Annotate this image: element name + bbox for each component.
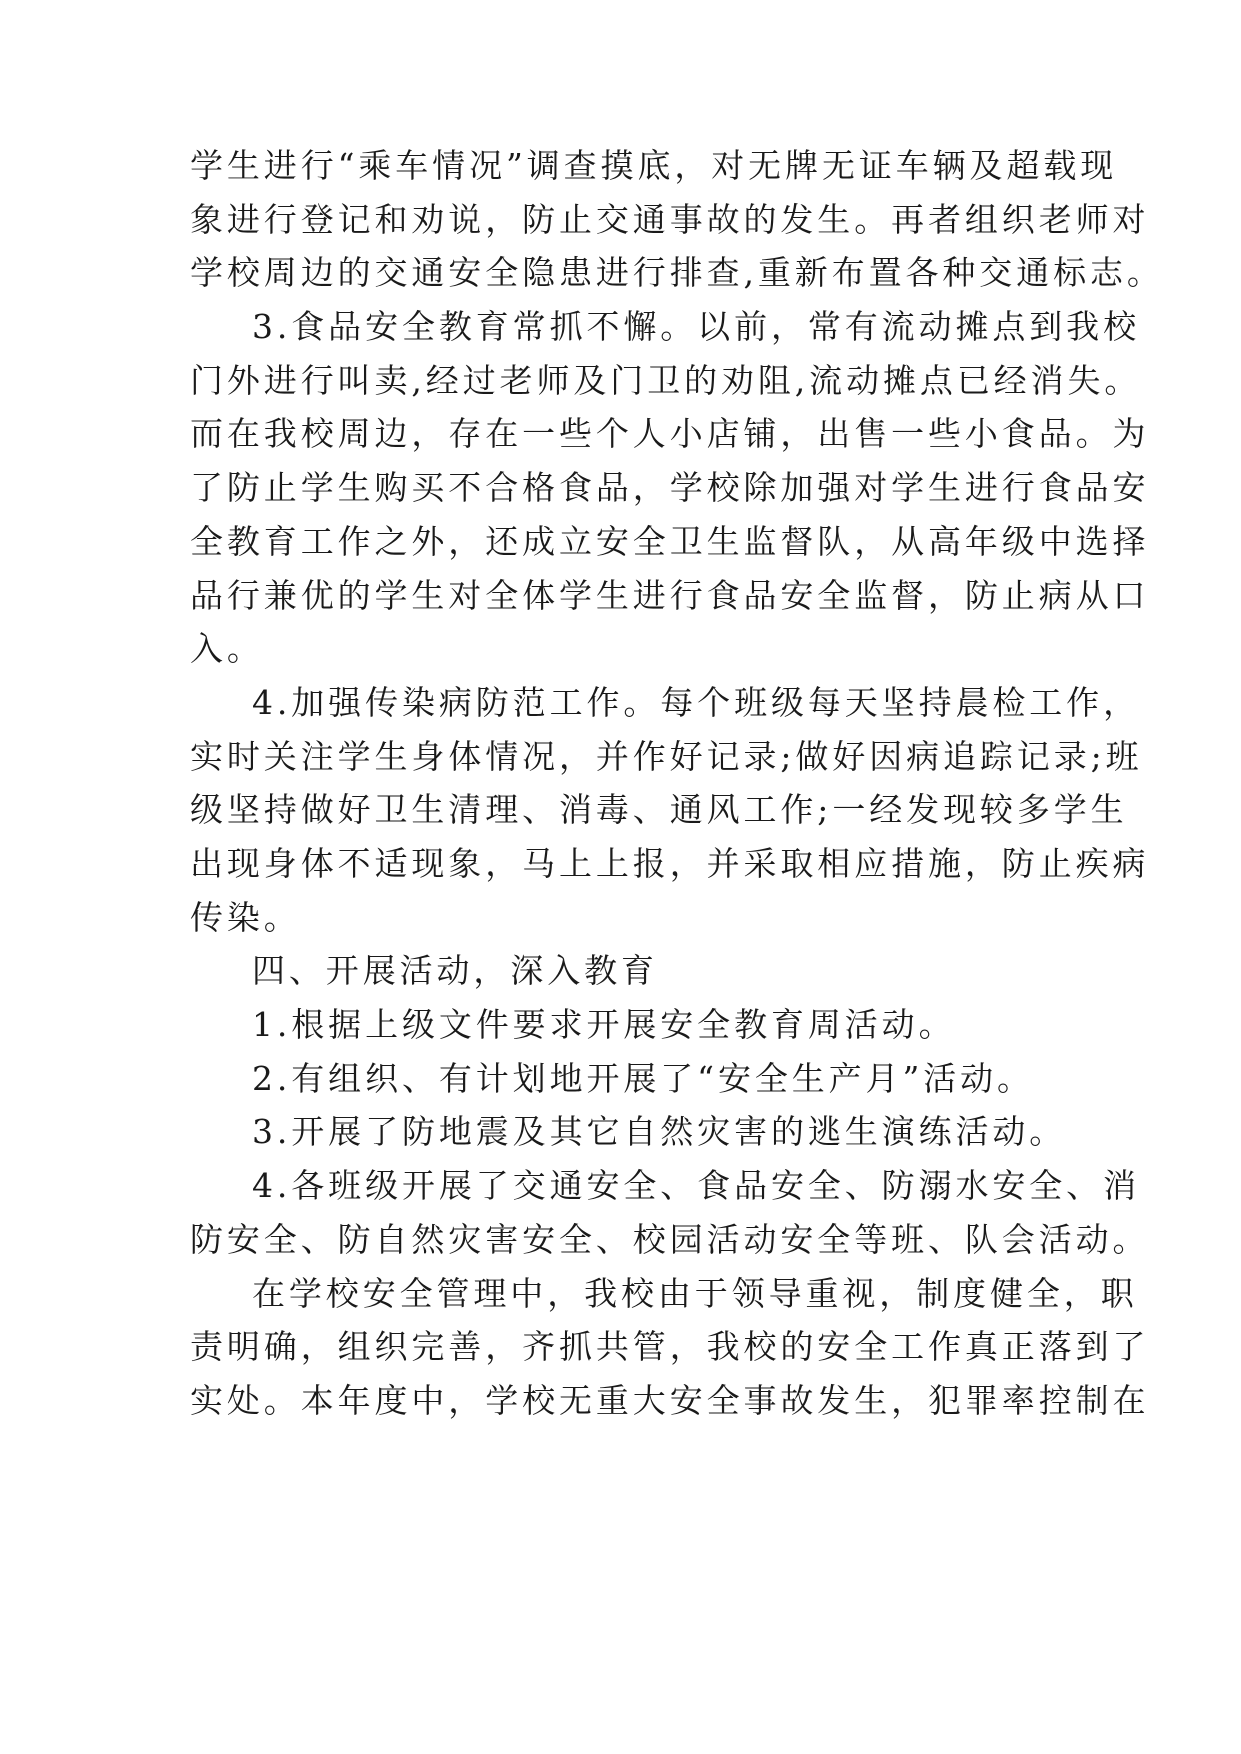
text-line: 1.根据上级文件要求开展安全教育周活动。: [252, 1005, 956, 1044]
section-heading: 四、开展活动，深入教育: [252, 951, 658, 990]
text-line: 出现身体不适现象，马上上报，并采取相应措施，防止疾病: [190, 844, 1150, 883]
text-line: 学生进行“乘车情况”调查摸底，对无牌无证车辆及超载现: [190, 146, 1118, 185]
text-line: 2.有组织、有计划地开展了“安全生产月”活动。: [252, 1059, 1034, 1098]
text-line: 全教育工作之外，还成立安全卫生监督队，从高年级中选择: [190, 522, 1150, 561]
text-line: 防安全、防自然灾害安全、校园活动安全等班、队会活动。: [190, 1220, 1150, 1259]
text-line: 门外进行叫卖,经过老师及门卫的劝阻,流动摊点已经消失。: [190, 361, 1142, 400]
text-line: 象进行登记和劝说，防止交通事故的发生。再者组织老师对: [190, 200, 1150, 239]
text-line: 传染。: [190, 898, 301, 937]
text-line: 责明确，组织完善，齐抓共管，我校的安全工作真正落到了: [190, 1327, 1150, 1366]
text-line: 级坚持做好卫生清理、消毒、通风工作;一经发现较多学生: [190, 790, 1128, 829]
text-line: 3.开展了防地震及其它自然灾害的逃生演练活动。: [252, 1112, 1067, 1151]
text-line: 入。: [190, 629, 264, 668]
text-line: 4.加强传染病防范工作。每个班级每天坚持晨检工作，: [252, 683, 1140, 722]
text-line: 3.食品安全教育常抓不懈。以前，常有流动摊点到我校: [252, 307, 1140, 346]
text-line: 实时关注学生身体情况，并作好记录;做好因病追踪记录;班: [190, 737, 1143, 776]
text-line: 了防止学生购买不合格食品，学校除加强对学生进行食品安: [190, 468, 1150, 507]
text-line: 在学校安全管理中，我校由于领导重视，制度健全，职: [252, 1274, 1138, 1313]
text-line: 学校周边的交通安全隐患进行排查,重新布置各种交通标志。: [190, 253, 1164, 292]
text-line: 品行兼优的学生对全体学生进行食品安全监督，防止病从口: [190, 576, 1150, 615]
text-line: 4.各班级开展了交通安全、食品安全、防溺水安全、消: [252, 1166, 1140, 1205]
text-line: 实处。本年度中，学校无重大安全事故发生，犯罪率控制在: [190, 1381, 1150, 1420]
text-line: 而在我校周边，存在一些个人小店铺，出售一些小食品。为: [190, 414, 1150, 453]
